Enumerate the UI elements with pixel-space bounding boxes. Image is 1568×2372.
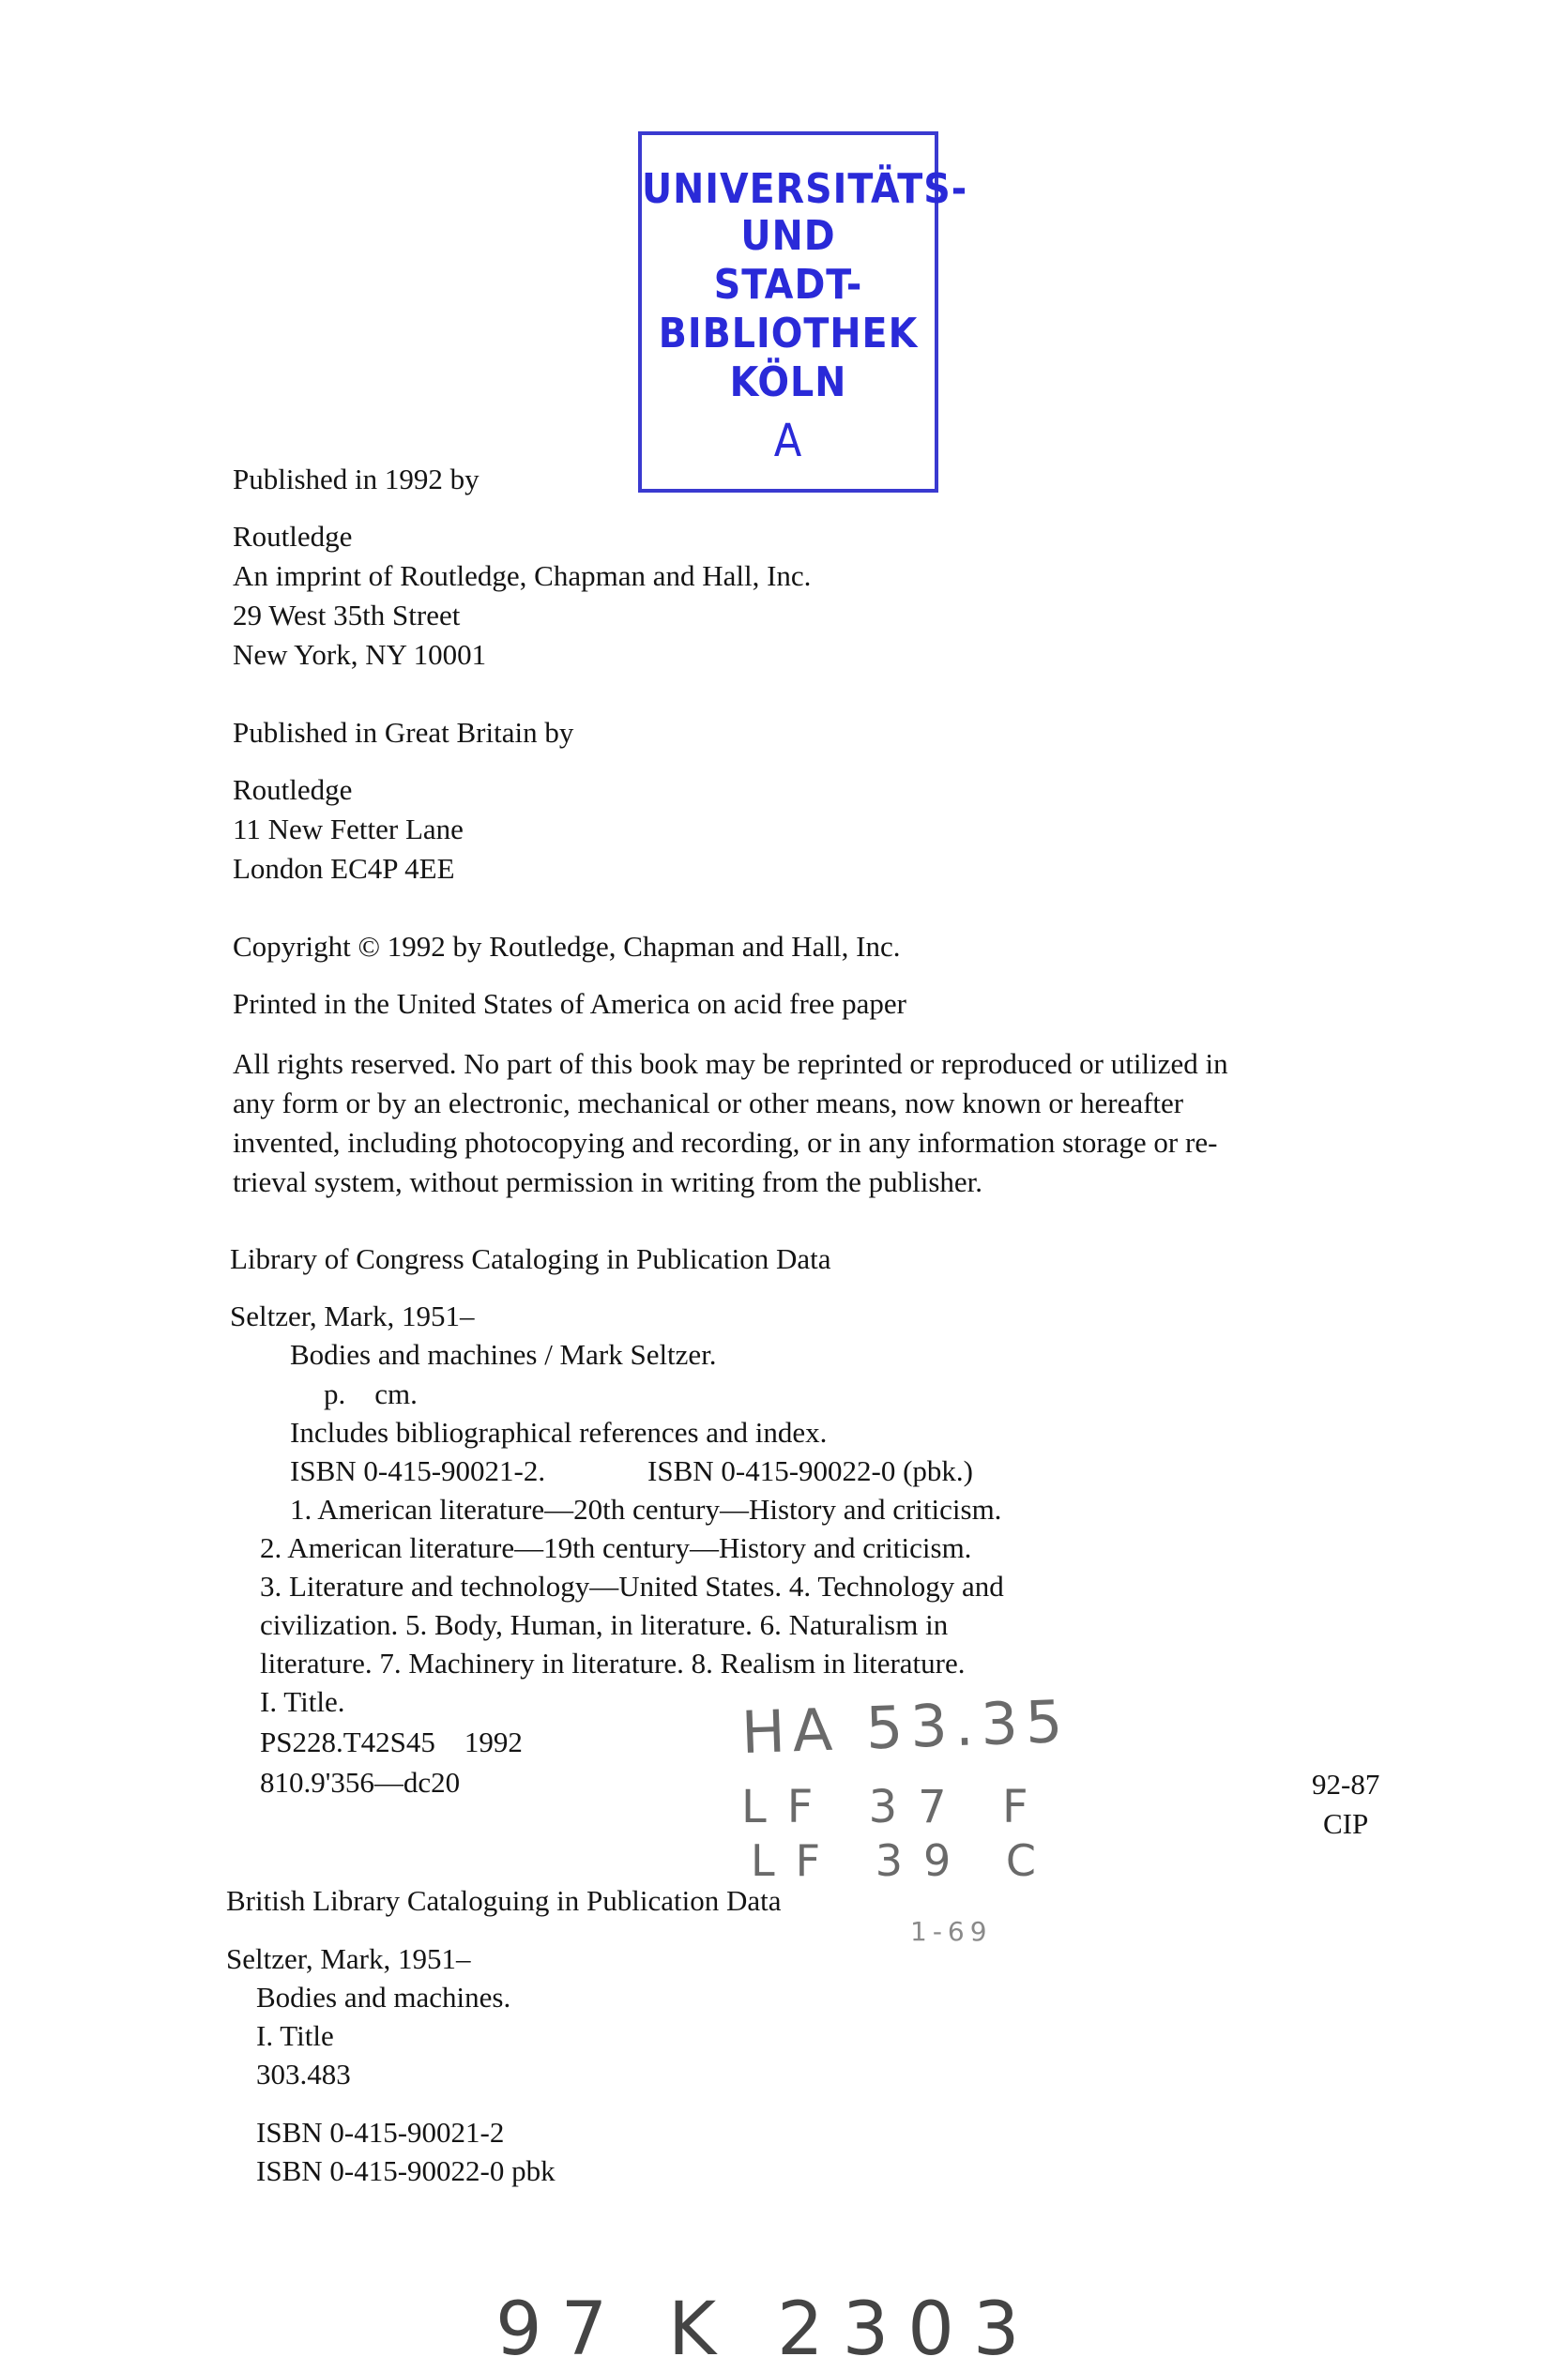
publisher-street: 29 West 35th Street (233, 599, 461, 631)
loc-title: Bodies and machines / Mark Seltzer. (290, 1338, 717, 1371)
bl-heading: British Library Cataloguing in Publication Data (226, 1884, 782, 1917)
loc-subject: 3. Literature and technology—United States. 4. Technology and (260, 1570, 1004, 1603)
loc-isbn-pbk: ISBN 0-415-90022-0 (pbk.) (647, 1454, 973, 1487)
bl-title-entry: I. Title (256, 2019, 334, 2052)
uk-publisher-city: London EC4P 4EE (233, 852, 455, 885)
bl-class-number: 303.483 (256, 2058, 351, 2091)
library-stamp (638, 131, 968, 493)
loc-subject: 1. American literature—20th century—History and criticism. (290, 1493, 1002, 1526)
bl-title: Bodies and machines. (256, 1981, 511, 2014)
us-publication-heading: Published in 1992 by (233, 463, 480, 495)
handwritten-accession-number: 97 K 2303 (495, 2288, 1039, 2372)
loc-heading: Library of Congress Cataloging in Publication Data (230, 1242, 831, 1275)
loc-title-entry: I. Title. (260, 1685, 345, 1718)
loc-record-number: 92-87 (1312, 1768, 1380, 1801)
rights-line: invented, including photocopying and recording, or in any information storage or re- (233, 1126, 1218, 1159)
stamp-line: A (773, 415, 803, 467)
publisher-imprint: An imprint of Routledge, Chapman and Hall, Inc. (233, 559, 812, 592)
bl-author: Seltzer, Mark, 1951– (226, 1942, 471, 1975)
loc-call-number: PS228.T42S45 1992 (260, 1726, 523, 1758)
stamp-line: KÖLN (729, 358, 847, 406)
handwritten-shelfmark: LF 37 F (741, 1781, 1049, 1833)
printed-line: Printed in the United States of America on acid free paper (233, 987, 906, 1020)
uk-publisher-street: 11 New Fetter Lane (233, 813, 464, 845)
rights-line: trieval system, without permission in writing from the publisher. (233, 1165, 983, 1198)
loc-physical: p. cm. (324, 1377, 418, 1410)
loc-author: Seltzer, Mark, 1951– (230, 1300, 475, 1332)
loc-includes: Includes bibliographical references and index. (290, 1416, 828, 1449)
handwritten-shelfmark: HA 53.35 (739, 1686, 1072, 1768)
stamp-line: STADT- (713, 261, 863, 309)
bl-isbn-pbk: ISBN 0-415-90022-0 pbk (256, 2154, 556, 2187)
stamp-line: UNIVERSITÄTS- (642, 165, 968, 213)
loc-subject: 2. American literature—19th century—History and criticism. (260, 1531, 972, 1564)
stamp-line: UND (740, 212, 836, 260)
rights-line: All rights reserved. No part of this book may be reprinted or reproduced or utilized in (233, 1047, 1228, 1080)
publisher-city: New York, NY 10001 (233, 638, 487, 671)
loc-subject: civilization. 5. Body, Human, in literature. 6. Naturalism in (260, 1608, 949, 1641)
publisher-name: Routledge (233, 520, 353, 553)
loc-dewey: 810.9'356—dc20 (260, 1766, 461, 1799)
uk-publisher-name: Routledge (233, 773, 353, 806)
copyright-line: Copyright © 1992 by Routledge, Chapman and Hall, Inc. (233, 930, 901, 963)
rights-line: any form or by an electronic, mechanical or other means, now known or hereafter (233, 1087, 1184, 1119)
loc-isbn: ISBN 0-415-90021-2. (290, 1454, 546, 1487)
bl-isbn: ISBN 0-415-90021-2 (256, 2116, 505, 2149)
loc-subject: literature. 7. Machinery in literature. 8. Realism in literature. (260, 1647, 966, 1680)
handwritten-note: 1-69 (910, 1916, 993, 1947)
uk-publication-heading: Published in Great Britain by (233, 716, 574, 749)
loc-cip: CIP (1323, 1807, 1369, 1840)
stamp-line: BIBLIOTHEK (658, 310, 919, 357)
handwritten-shelfmark: LF 39 C (751, 1835, 1057, 1886)
